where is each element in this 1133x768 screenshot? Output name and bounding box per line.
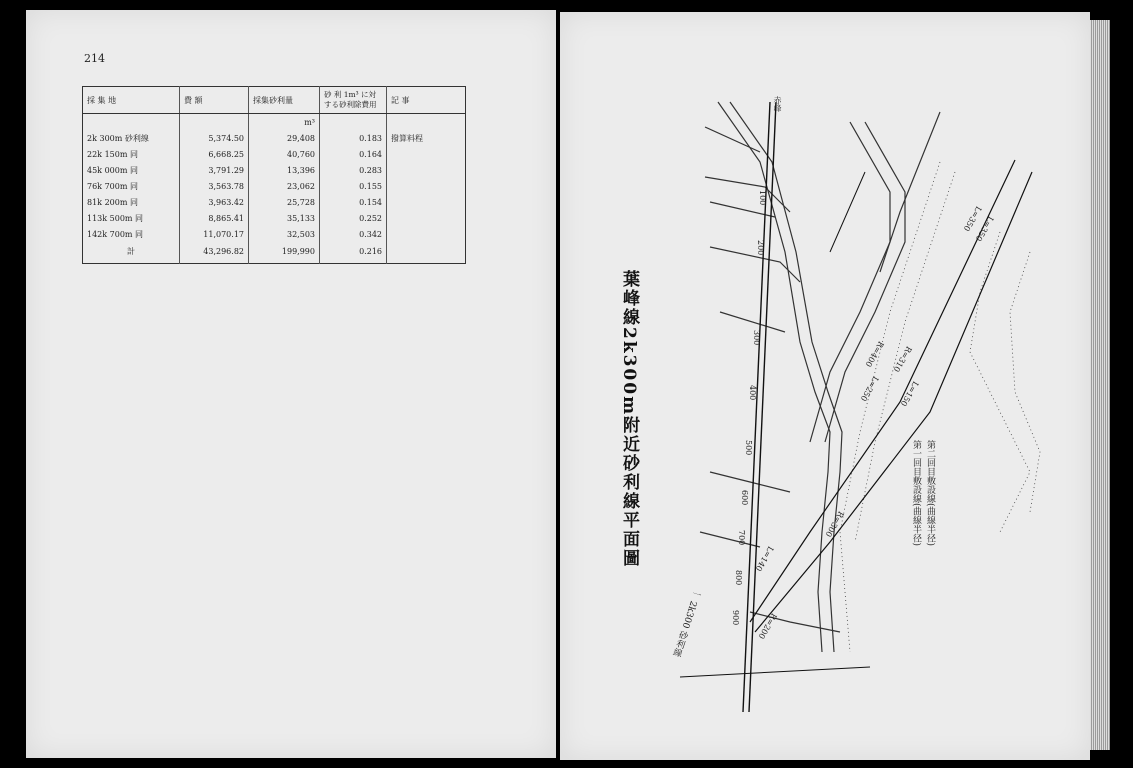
table-row bbox=[83, 226, 466, 242]
curve-label: L=150 bbox=[898, 379, 921, 408]
row-unit-cost: 0.164 bbox=[320, 146, 387, 162]
top-label: 赤峰 bbox=[773, 96, 782, 112]
row-quantity: 25,728 bbox=[249, 194, 320, 210]
table-row bbox=[83, 178, 466, 194]
north-arrow bbox=[830, 172, 865, 252]
row-quantity: 23,062 bbox=[249, 178, 320, 194]
table-row bbox=[83, 210, 466, 226]
row-quantity: 13,396 bbox=[249, 162, 320, 178]
page-number: 214 bbox=[84, 52, 105, 65]
row-cost: 3,791.29 bbox=[180, 162, 249, 178]
unit-row bbox=[83, 114, 466, 131]
row-cost: 3,963.42 bbox=[180, 194, 249, 210]
map-title: 葉峰線2k300m附近砂利線平面圖 bbox=[619, 270, 639, 569]
total-cost: 43,296.82 bbox=[180, 242, 249, 264]
table-body bbox=[83, 114, 466, 264]
header-quantity: 採集砂利量 bbox=[249, 87, 320, 114]
track-map bbox=[560, 12, 1090, 760]
km-label: 700 bbox=[737, 530, 746, 546]
legend-second-line: 第二回目敷設線(曲線半径) bbox=[925, 440, 935, 547]
row-remarks: 撥算料程 bbox=[387, 130, 466, 146]
km-label: 200 bbox=[756, 240, 765, 256]
km-label: 800 bbox=[734, 570, 743, 586]
row-location: 2k 300m 砂利線 bbox=[87, 133, 149, 143]
table-row bbox=[83, 162, 466, 178]
table-header-row bbox=[83, 87, 466, 114]
branch-1 bbox=[705, 127, 760, 152]
km-label: 600 bbox=[740, 490, 749, 506]
terrain-dots-4 bbox=[1010, 252, 1040, 512]
table-row bbox=[83, 146, 466, 162]
empty-cell bbox=[387, 114, 466, 131]
header-location: 採 集 地 bbox=[83, 87, 180, 114]
row-quantity: 40,760 bbox=[249, 146, 320, 162]
siding-lines bbox=[750, 160, 1032, 632]
curve-label: L=350 bbox=[973, 214, 996, 243]
row-cost: 5,374.50 bbox=[180, 130, 249, 146]
terrain-dots-3 bbox=[970, 232, 1030, 532]
total-unit-cost: 0.216 bbox=[320, 242, 387, 264]
row-cost: 3,563.78 bbox=[180, 178, 249, 194]
row-location: 81k 200m 同 bbox=[87, 197, 138, 207]
row-remarks bbox=[387, 194, 466, 210]
table-row bbox=[83, 194, 466, 210]
unit-cell: m³ bbox=[249, 114, 320, 131]
branch-6 bbox=[710, 472, 790, 492]
empty-cell bbox=[387, 242, 466, 264]
km-label: 900 bbox=[731, 610, 740, 626]
row-quantity: 29,408 bbox=[249, 130, 320, 146]
row-remarks bbox=[387, 162, 466, 178]
curve-label: L=350 bbox=[961, 204, 984, 233]
total-quantity: 199,990 bbox=[249, 242, 320, 264]
row-unit-cost: 0.283 bbox=[320, 162, 387, 178]
row-location: 45k 000m 同 bbox=[87, 165, 138, 175]
km-label: 300 bbox=[752, 330, 761, 346]
empty-cell bbox=[83, 114, 180, 131]
upper-right-channel bbox=[880, 112, 940, 272]
table-row bbox=[83, 130, 466, 146]
right-channel bbox=[810, 122, 890, 442]
curve-label: R=400 bbox=[863, 339, 886, 369]
row-unit-cost: 0.252 bbox=[320, 210, 387, 226]
curve-label: R=300 bbox=[823, 509, 846, 539]
row-remarks bbox=[387, 178, 466, 194]
row-cost: 8,865.41 bbox=[180, 210, 249, 226]
header-unit-cost: 砂 利 1m³ に対する砂利除費用 bbox=[320, 87, 387, 114]
row-unit-cost: 0.155 bbox=[320, 178, 387, 194]
legend-first-line: 第一回目敷設線(曲線半径) bbox=[911, 440, 921, 547]
baseline bbox=[680, 172, 870, 677]
row-location: 76k 700m 同 bbox=[87, 181, 138, 191]
km-label: 500 bbox=[744, 440, 753, 456]
total-row bbox=[83, 242, 466, 264]
curve-label: R=310 bbox=[891, 344, 914, 374]
second-siding-line bbox=[755, 172, 1032, 632]
row-cost: 6,668.25 bbox=[180, 146, 249, 162]
station-label: 一 2k300 砂利線 bbox=[670, 588, 702, 658]
row-remarks bbox=[387, 226, 466, 242]
row-quantity: 32,503 bbox=[249, 226, 320, 242]
curve-label: L=250 bbox=[858, 374, 881, 403]
row-remarks bbox=[387, 210, 466, 226]
curve-label: R=200 bbox=[756, 611, 779, 641]
page-edge bbox=[1090, 20, 1110, 750]
bottom-road bbox=[680, 667, 870, 677]
row-quantity: 35,133 bbox=[249, 210, 320, 226]
curve-label: L=140 bbox=[753, 544, 776, 573]
row-location: 142k 700m 同 bbox=[87, 229, 144, 239]
row-unit-cost: 0.154 bbox=[320, 194, 387, 210]
row-unit-cost: 0.183 bbox=[320, 130, 387, 146]
row-remarks bbox=[387, 146, 466, 162]
km-label: 100 bbox=[758, 190, 767, 206]
header-remarks: 記 事 bbox=[387, 87, 466, 114]
terrain-dots bbox=[840, 162, 1040, 652]
km-label: 400 bbox=[748, 385, 757, 401]
empty-cell bbox=[180, 114, 249, 131]
empty-cell bbox=[320, 114, 387, 131]
row-cost: 11,070.17 bbox=[180, 226, 249, 242]
header-cost: 費 額 bbox=[180, 87, 249, 114]
row-location: 113k 500m 同 bbox=[87, 213, 144, 223]
gravel-table bbox=[82, 86, 466, 264]
total-label: 計 bbox=[127, 246, 135, 256]
row-unit-cost: 0.342 bbox=[320, 226, 387, 242]
branch-5 bbox=[720, 312, 785, 332]
row-location: 22k 150m 同 bbox=[87, 149, 138, 159]
